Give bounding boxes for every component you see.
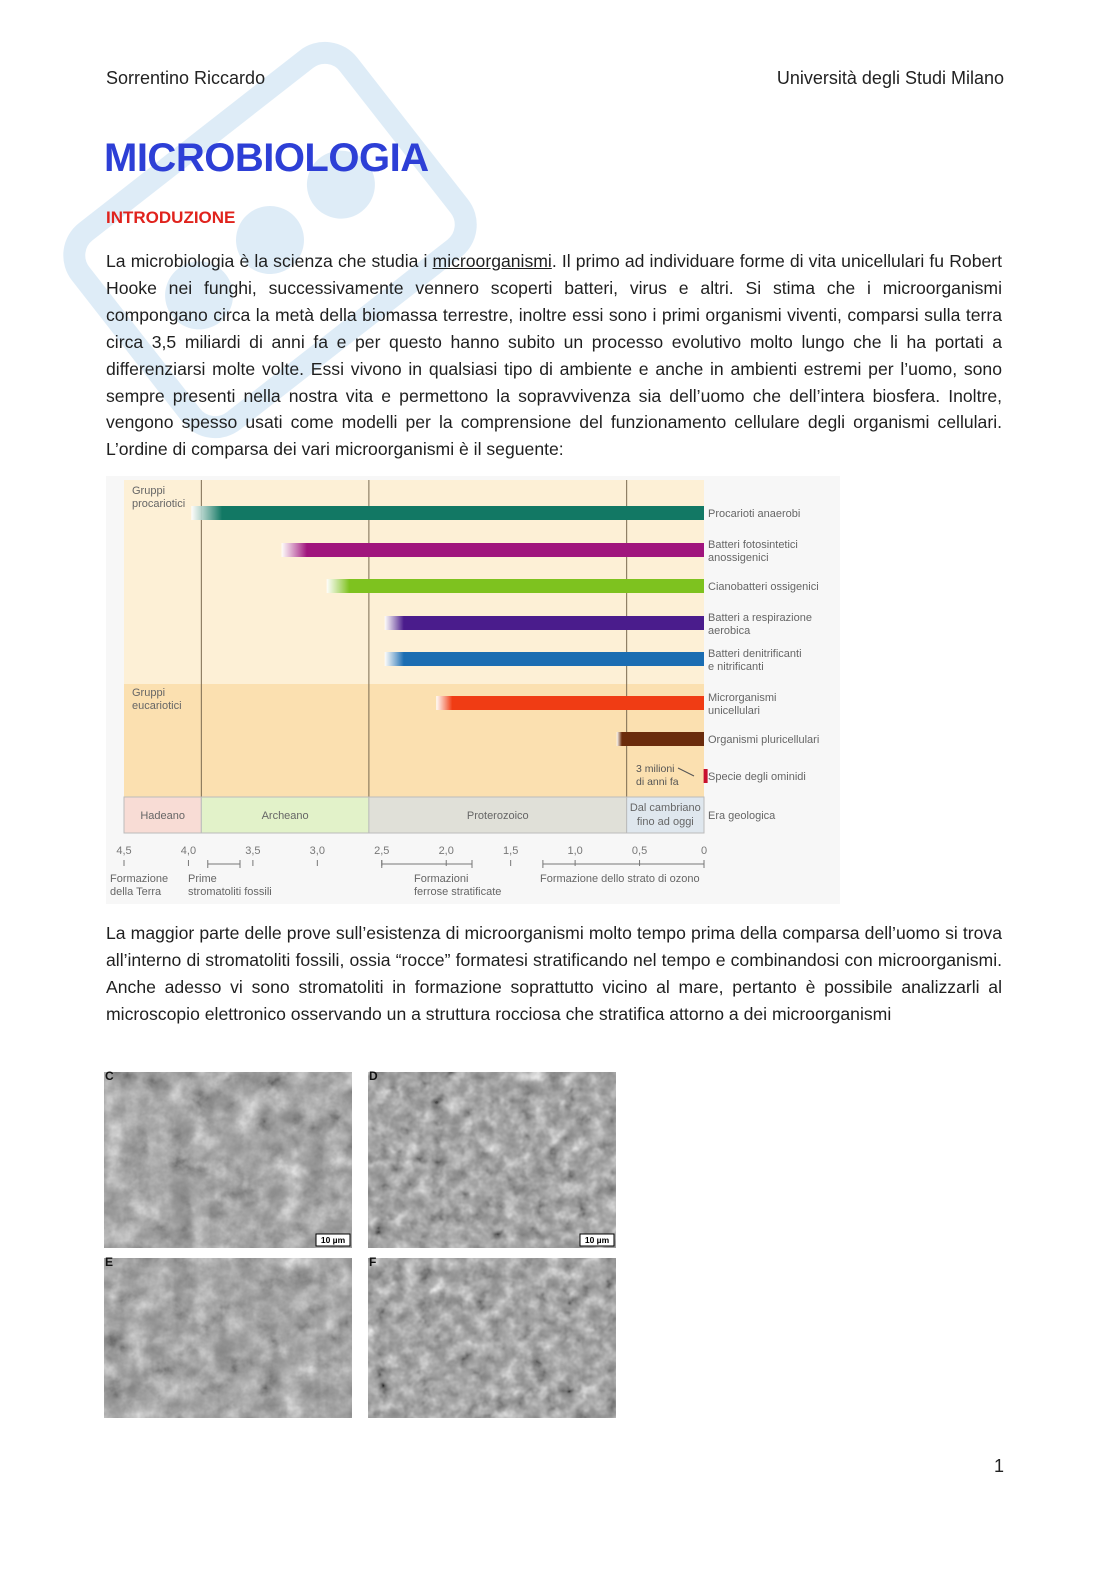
axis-tick-label: 2,5 <box>374 845 390 857</box>
hominid-note: 3 milioni di anni fa <box>636 763 679 788</box>
panel-label: F <box>369 1255 377 1269</box>
page-number: 1 <box>993 1456 1004 1476</box>
era-label: Dal cambriano fino ad oggi <box>629 802 701 828</box>
era-label: Hadeano <box>140 810 185 822</box>
series-label: Microrganismi unicellulari <box>708 692 777 717</box>
axis-tick-label: 2,0 <box>438 845 454 857</box>
microorganismi-link[interactable]: microorganismi <box>432 251 552 271</box>
micrograph-panel <box>368 1069 616 1248</box>
scale-bar-label: 10 µm <box>584 1235 610 1245</box>
axis-tick-label: 4,5 <box>116 845 132 857</box>
micrograph-panel <box>104 1069 352 1248</box>
timeline-bar <box>191 506 704 520</box>
era-row-label: Era geologica <box>708 810 776 822</box>
axis-tick-label: 0 <box>700 845 708 857</box>
series-label: Procarioti anaerobi <box>708 508 801 520</box>
evolution-timeline-figure <box>106 476 840 904</box>
header-author: Sorrentino Riccardo <box>106 68 266 88</box>
group-label-eukaryotes: Gruppi eucariotici <box>132 687 182 712</box>
annotation-earth-formation: Formazione della Terra <box>110 873 169 898</box>
scale-bar-label: 10 µm <box>320 1235 346 1245</box>
annotation-iron-formations: Formazioni ferrose stratificate <box>414 873 502 898</box>
timeline-bar <box>282 543 704 557</box>
intro-text-end: . Il primo ad individuare forme di vita unicellulari fu Robert Hooke nei funghi, successivamente vennero scoperti batteri, virus e altri. Si stima che i microorganismi compongano circa la metà della biomassa terrestre, inoltre essi sono i primi organismi viventi, comparsi sulla terra circa 3,5 miliardi di anni fa e per questo hanno subito un processo evolutivo molto lungo che li ha portati a differenziarsi molte volte. Essi vivono in qualsiasi tipo di ambiente e anche in ambienti estremi per l’uomo, sono sempre presenti nella nostra vita e permettono la sopravvivenza sia dell’uomo che dell’intera biosfera. Inoltre, vengono spesso usati come modelli per la comprensione del funzionamento cellulare degli organismi cellulari. L’ordine di comparsa dei vari microorganismi è il seguente: <box>106 251 1003 460</box>
series-label: Cianobatteri ossigenici <box>708 581 819 593</box>
timeline-bar <box>327 579 704 593</box>
micrograph-figure <box>104 1068 616 1418</box>
axis-tick-label: 3,5 <box>245 845 261 857</box>
micrograph-panel <box>104 1255 352 1418</box>
timeline-svg <box>106 476 840 904</box>
document-title: MICROBIOLOGIA <box>104 136 429 180</box>
axis-tick-label: 0,5 <box>631 845 648 857</box>
series-label: Organismi pluricellulari <box>708 734 820 746</box>
series-label: Batteri fotosintetici anossigenici <box>708 539 798 564</box>
axis-tick-label: 1,0 <box>567 845 583 857</box>
era-label: Proterozoico <box>466 810 529 822</box>
era-row <box>124 797 776 833</box>
series-label: Batteri denitrificanti e nitrificanti <box>708 648 802 673</box>
axis-tick-label: 4,0 <box>180 845 197 857</box>
series-label: Specie degli ominidi <box>708 771 806 783</box>
group-label-prokaryotes: Gruppi procariotici <box>132 485 186 510</box>
timeline-bar <box>704 769 708 783</box>
axis-tick-label: 1,5 <box>503 845 519 857</box>
annotation-ozone: Formazione dello strato di ozono <box>540 873 700 885</box>
era-label: Archeano <box>261 810 309 822</box>
timeline-bar <box>436 696 704 710</box>
panel-label: C <box>105 1069 114 1083</box>
panel-label: D <box>369 1069 378 1083</box>
timeline-bar <box>617 732 704 746</box>
axis-tick-label: 3,0 <box>309 845 325 857</box>
panel-label: E <box>105 1255 114 1269</box>
micrograph-svg <box>104 1068 616 1418</box>
header-institution: Università degli Studi Milano <box>776 68 1004 88</box>
annotation-first-stromatolites: Prime stromatoliti fossili <box>188 873 272 898</box>
stromatolites-paragraph: La maggior parte delle prove sull’esistenza di microorganismi molto tempo prima della comparsa dell’uomo si trova all’interno di stromatoliti fossili, ossia “rocce” formatesi stratificando nel tempo e combinandosi con microorganismi. Anche adesso vi sono stromatoliti in formazione soprattutto vicino al mare, pertanto è possibile analizzarli al microscopio elettronico osservando un a struttura rocciosa che stratifica attorno a dei microorganismi <box>106 923 1002 1024</box>
series-label: Batteri a respirazione aerobica <box>708 612 812 637</box>
section-heading: INTRODUZIONE <box>106 208 236 227</box>
intro-text-start: La microbiologia è la scienza che studia i <box>106 251 433 271</box>
timeline-bar <box>385 616 704 630</box>
timeline-bar <box>385 652 704 666</box>
intro-paragraph <box>106 248 1002 463</box>
micrograph-panel <box>368 1255 616 1418</box>
